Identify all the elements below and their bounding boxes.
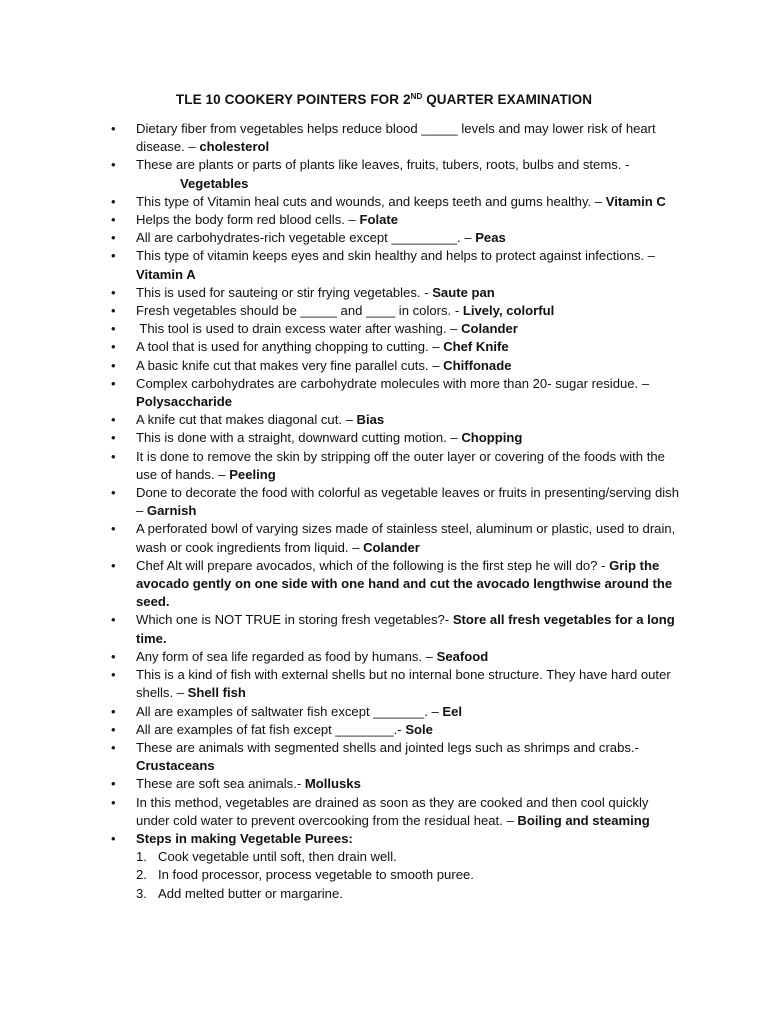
answer-text: Colander bbox=[461, 321, 518, 337]
list-item bbox=[0, 320, 768, 338]
bullet-icon: • bbox=[111, 739, 116, 755]
step-text: In food processor, process vegetable to smooth puree. bbox=[158, 867, 474, 883]
answer-text: Seafood bbox=[436, 648, 489, 664]
question-text: This is a kind of fish with external shells but no internal bone structure. They have hard outer shells. – bbox=[136, 667, 671, 701]
list-item bbox=[0, 193, 768, 211]
bullet-icon: • bbox=[111, 157, 116, 173]
title-superscript: ND bbox=[410, 92, 423, 101]
answer-text: Store all fresh vegetables for a long time. bbox=[136, 612, 675, 646]
list-item bbox=[0, 375, 768, 411]
step-text: Add melted butter or margarine. bbox=[158, 885, 343, 901]
question-text: It is done to remove the skin by stripping off the outer layer or covering of the foods with the use of hands. – bbox=[136, 448, 665, 482]
answer-text: Shell fish bbox=[187, 685, 246, 701]
list-item bbox=[0, 211, 768, 229]
list-item bbox=[0, 611, 768, 647]
bullet-icon: • bbox=[111, 776, 116, 792]
answer-text: Bias bbox=[356, 412, 385, 428]
answer-text: cholesterol bbox=[199, 139, 270, 155]
question-text: A tool that is used for anything chopping to cutting. – bbox=[136, 339, 444, 355]
question-text: Complex carbohydrates are carbohydrate molecules with more than 20- sugar residue. – bbox=[136, 375, 650, 391]
bullet-icon: • bbox=[111, 230, 116, 246]
bullet-icon: • bbox=[111, 412, 116, 428]
answer-text: Crustaceans bbox=[136, 758, 215, 774]
question-text: Done to decorate the food with colorful as vegetable leaves or fruits in presenting/serving dish – bbox=[136, 485, 679, 519]
steps-list bbox=[136, 848, 682, 903]
step-item bbox=[136, 848, 682, 866]
bullet-icon: • bbox=[111, 485, 116, 501]
bullet-icon: • bbox=[111, 212, 116, 228]
bullet-icon: • bbox=[111, 667, 116, 683]
answer-text: Chopping bbox=[461, 430, 523, 446]
answer-text: Grip the avocado gently on one side with one hand and cut the avocado lengthwise around the seed. bbox=[136, 557, 673, 610]
list-item bbox=[0, 557, 768, 612]
question-text: These are soft sea animals.- bbox=[136, 776, 305, 792]
list-item bbox=[0, 794, 768, 830]
bullet-icon: • bbox=[111, 557, 116, 573]
list-item bbox=[0, 429, 768, 447]
bullet-icon: • bbox=[111, 721, 116, 737]
answer-text: Mollusks bbox=[304, 776, 361, 792]
question-text: Which one is NOT TRUE in storing fresh vegetables?- bbox=[136, 612, 453, 628]
list-item bbox=[0, 411, 768, 429]
bullet-icon: • bbox=[111, 612, 116, 628]
question-text: Fresh vegetables should be _____ and ____ in colors. - bbox=[136, 303, 463, 319]
question-text: This type of Vitamin heal cuts and wounds, and keeps teeth and gums healthy. – bbox=[136, 193, 606, 209]
title-suffix: QUARTER EXAMINATION bbox=[422, 92, 593, 107]
bullet-icon: • bbox=[111, 284, 116, 300]
answer-text: Eel bbox=[442, 703, 463, 719]
step-text: Cook vegetable until soft, then drain well. bbox=[158, 849, 397, 865]
question-text: Chef Alt will prepare avocados, which of the following is the first step he will do? - bbox=[136, 557, 610, 573]
question-text: This tool is used to drain excess water after washing. – bbox=[136, 321, 462, 337]
bullet-icon: • bbox=[111, 375, 116, 391]
answer-text: Chiffonade bbox=[443, 357, 512, 373]
list-item bbox=[0, 448, 768, 484]
step-number: 1. bbox=[136, 849, 147, 865]
question-text: This is done with a straight, downward cutting motion. – bbox=[136, 430, 462, 446]
answer-text: Vegetables bbox=[180, 175, 249, 191]
answer-text: Sole bbox=[405, 721, 433, 737]
list-item bbox=[0, 338, 768, 356]
bullet-icon: • bbox=[111, 303, 116, 319]
answer-text: Polysaccharide bbox=[136, 394, 233, 410]
list-item bbox=[0, 284, 768, 302]
step-number: 2. bbox=[136, 867, 147, 883]
step-item bbox=[136, 866, 682, 884]
bullet-icon: • bbox=[111, 321, 116, 337]
step-number: 3. bbox=[136, 885, 147, 901]
bullet-icon: • bbox=[111, 339, 116, 355]
bullet-icon: • bbox=[111, 193, 116, 209]
answer-text: Vitamin C bbox=[605, 193, 666, 209]
answer-text: Chef Knife bbox=[443, 339, 509, 355]
answer-text: Vitamin A bbox=[136, 266, 196, 282]
list-item bbox=[0, 666, 768, 702]
list-item bbox=[0, 703, 768, 721]
answer-text: Lively, colorful bbox=[462, 303, 555, 319]
list-item bbox=[0, 775, 768, 793]
list-item bbox=[0, 302, 768, 320]
bullet-icon: • bbox=[111, 121, 116, 136]
bullet-icon: • bbox=[111, 830, 116, 846]
question-text: These are animals with segmented shells and jointed legs such as shrimps and crabs.- bbox=[136, 739, 639, 755]
question-text: This is used for sauteing or stir frying vegetables. - bbox=[136, 284, 433, 300]
question-text: Helps the body form red blood cells. – bbox=[136, 212, 360, 228]
list-item bbox=[0, 648, 768, 666]
list-item-steps bbox=[0, 830, 768, 903]
list-item bbox=[0, 739, 768, 775]
question-text: All are examples of fat fish except ________.- bbox=[136, 721, 406, 737]
answer-text: Folate bbox=[359, 212, 399, 228]
title-prefix: TLE 10 COOKERY POINTERS FOR 2 bbox=[175, 92, 411, 107]
list-item bbox=[0, 721, 768, 739]
list-item bbox=[0, 357, 768, 375]
list-item bbox=[0, 520, 768, 556]
steps-heading: Steps in making Vegetable Purees: bbox=[136, 830, 353, 846]
answer-text: Garnish bbox=[146, 503, 197, 519]
question-text: These are plants or parts of plants like leaves, fruits, tubers, roots, bulbs and stems. - bbox=[136, 157, 630, 173]
list-item bbox=[0, 247, 768, 283]
bullet-icon: • bbox=[111, 357, 116, 373]
answer-text: Peeling bbox=[229, 466, 276, 482]
page-title bbox=[0, 92, 768, 107]
bullet-icon: • bbox=[111, 703, 116, 719]
question-text: Any form of sea life regarded as food by humans. – bbox=[136, 648, 437, 664]
bullet-icon: • bbox=[111, 248, 116, 264]
answer-text: Colander bbox=[363, 539, 420, 555]
question-text: In this method, vegetables are drained as soon as they are cooked and then cool quickly under cold water to prevent overcooking from the residual heat. – bbox=[136, 794, 649, 828]
question-text: This type of vitamin keeps eyes and skin healthy and helps to protect against infections. – bbox=[136, 248, 655, 264]
bullet-icon: • bbox=[111, 794, 116, 810]
list-item bbox=[0, 229, 768, 247]
list-item bbox=[0, 120, 768, 156]
answer-text: Peas bbox=[475, 230, 506, 246]
list-item bbox=[0, 156, 768, 192]
pointer-list bbox=[0, 120, 768, 903]
answer-text: Saute pan bbox=[432, 284, 495, 300]
step-item bbox=[136, 885, 682, 903]
bullet-icon: • bbox=[111, 448, 116, 464]
bullet-icon: • bbox=[111, 430, 116, 446]
question-text: All are examples of saltwater fish except _______. – bbox=[136, 703, 443, 719]
bullet-icon: • bbox=[111, 521, 116, 537]
bullet-icon: • bbox=[111, 648, 116, 664]
question-text: Dietary fiber from vegetables helps reduce blood _____ levels and may lower risk of heart disease. – bbox=[136, 121, 656, 155]
question-text: A knife cut that makes diagonal cut. – bbox=[136, 412, 357, 428]
question-text: A basic knife cut that makes very fine parallel cuts. – bbox=[136, 357, 444, 373]
question-text: All are carbohydrates-rich vegetable except _________. – bbox=[136, 230, 476, 246]
question-text: A perforated bowl of varying sizes made of stainless steel, aluminum or plastic, used to drain, wash or cook ingredients from liquid. – bbox=[136, 521, 676, 555]
list-item bbox=[0, 484, 768, 520]
answer-text: Boiling and steaming bbox=[517, 812, 650, 828]
